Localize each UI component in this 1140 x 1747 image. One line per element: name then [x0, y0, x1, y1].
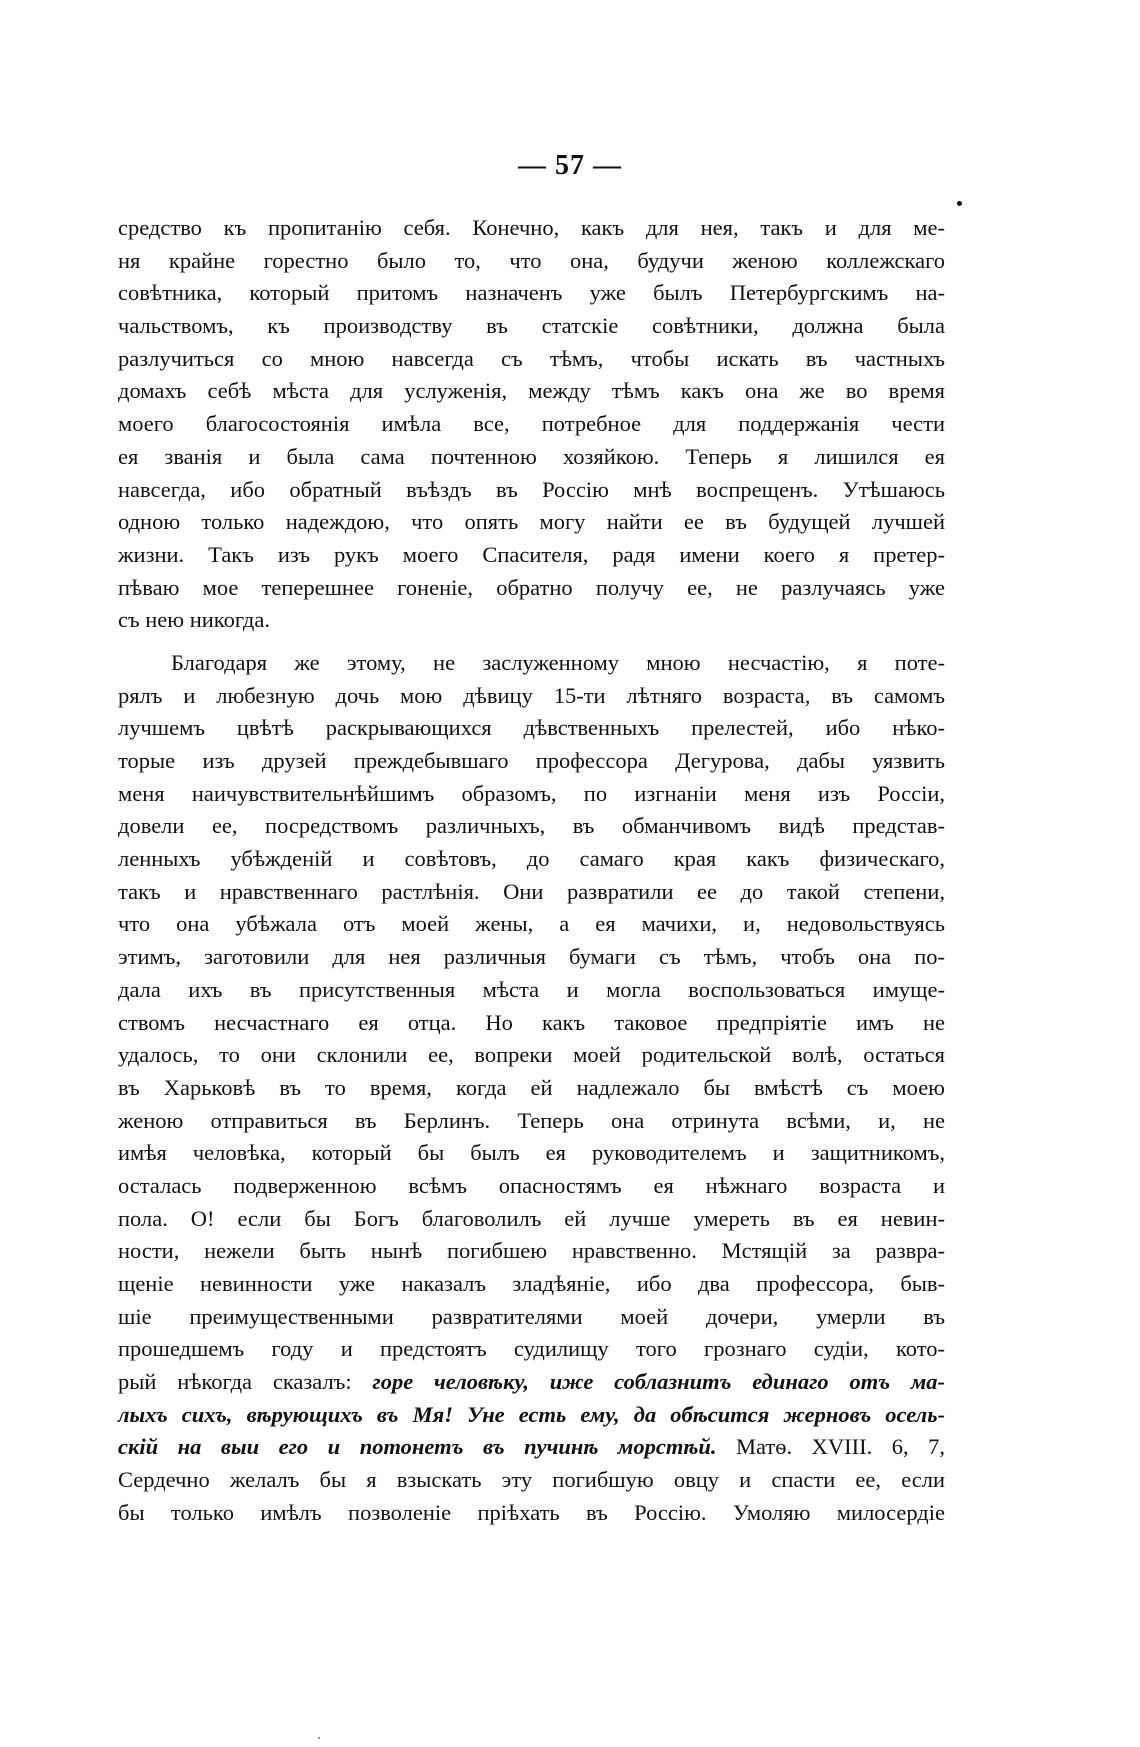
body-text — [118, 212, 945, 1530]
text-line: пѣваю мое теперешнее гоненіе, обратно получу ее, не разлучаясь уже — [118, 574, 945, 600]
text-line: разлучиться со мною навсегда съ тѣмъ, чтобы искать въ частныхъ — [118, 345, 945, 371]
text-line: совѣтника, который притомъ назначенъ уже былъ Петербургскимъ на- — [118, 280, 945, 306]
text-line: домахъ себѣ мѣста для услуженія, между тѣмъ какъ она же во время — [118, 378, 945, 404]
text-line: пола. О! если бы Богъ благоволилъ ей лучше умереть въ ея невин- — [118, 1205, 945, 1231]
text-line: моего благосостоянія имѣла все, потребное для поддержанія чести — [118, 411, 945, 437]
text-line: съ нею никогда. — [118, 607, 270, 633]
text-line: жизни. Такъ изъ рукъ моего Спасителя, радя имени коего я претер- — [118, 541, 945, 567]
text-line — [118, 1431, 945, 1464]
scripture-quote: скій на выи его и потонетъ въ пучинѣ морстѣй. — [118, 1434, 717, 1460]
scripture-quote: горе человѣку, иже соблазнитъ единаго отъ ма- — [372, 1369, 945, 1395]
paragraph — [118, 647, 945, 1530]
text-line: имѣя человѣка, который бы былъ ея руководителемъ и защитникомъ, — [118, 1140, 945, 1166]
scripture-reference: Матѳ. XVIII. 6, 7, — [716, 1434, 945, 1460]
text-line: осталась подверженною всѣмъ опасностямъ ея нѣжнаго возраста и — [118, 1172, 945, 1198]
text-line: Благодаря же этому, не заслуженному мною несчастію, я поте- — [171, 649, 945, 675]
text-line: ленныхъ убѣжденій и совѣтовъ, до самаго края какъ физическаго, — [118, 846, 945, 872]
text-line: ея званія и была сама почтенною хозяйкою. Теперь я лишился ея — [118, 443, 945, 469]
text-line: довели ее, посредствомъ различныхъ, въ обманчивомъ видѣ представ- — [118, 813, 945, 839]
text-line: въ Харьковѣ въ то время, когда ей надлежало бы вмѣстѣ съ моею — [118, 1074, 945, 1100]
text-line: навсегда, ибо обратный въѣздъ въ Россію мнѣ воспрещенъ. Утѣшаюсь — [118, 476, 945, 502]
text-line: меня наичувствительнѣйшимъ образомъ, по изгнаніи меня изъ Россіи, — [118, 780, 945, 806]
ink-speck — [957, 201, 962, 206]
text-line: шіе преимущественными развратителями моей дочери, умерли въ — [118, 1303, 945, 1329]
text-line: чальствомъ, къ производству въ статскіе совѣтники, должна была — [118, 313, 945, 339]
text-line: прошедшемъ году и предстоятъ судилищу того грознаго судіи, кото- — [118, 1336, 945, 1362]
text-line: ня крайне горестно было то, что она, будучи женою коллежскаго — [118, 247, 945, 273]
text-line — [118, 1366, 945, 1399]
text-line: ствомъ несчастнаго ея отца. Но какъ таковое предпріятіе имъ не — [118, 1009, 945, 1035]
text-line: что она убѣжала отъ моей жены, а ея мачихи, и, недовольствуясь — [118, 911, 945, 937]
page-number: — 57 — — [518, 150, 622, 181]
text-line: средство къ пропитанію себя. Конечно, какъ для нея, такъ и для ме- — [118, 215, 945, 240]
text-line: такъ и нравственнаго растлѣнія. Они развратили ее до такой степени, — [118, 878, 945, 904]
scripture-quote: лыхъ сихъ, вѣрующихъ въ Мя! Уне есть ему, да обѣсится жерновъ осель- — [118, 1401, 945, 1427]
text-line: женою отправиться въ Берлинъ. Теперь она отринута всѣми, и, не — [118, 1107, 945, 1133]
text-line: щеніе невинности уже наказалъ зладѣяніе, ибо два профессора, быв- — [118, 1271, 945, 1296]
text-line: дала ихъ въ присутственныя мѣста и могла воспользоваться имуще- — [118, 976, 945, 1002]
text-line: бы только имѣлъ позволеніе пріѣхать въ Россію. Умоляю милосердіе — [118, 1499, 945, 1525]
text-line: ности, нежели быть нынѣ погибшею нравственно. Мстящій за развра- — [118, 1238, 945, 1264]
text-line: одною только надеждою, что опять могу найти ее въ будущей лучшей — [118, 509, 945, 535]
text-line: рялъ и любезную дочь мою дѣвицу 15-ти лѣтняго возраста, въ самомъ — [118, 682, 945, 708]
text-line — [118, 1399, 945, 1432]
text-line: Сердечно желалъ бы я взыскать эту погибшую овцу и спасти ее, если — [118, 1467, 945, 1493]
text-line: лучшемъ цвѣтѣ раскрывающихся дѣвственныхъ прелестей, ибо нѣко- — [118, 715, 945, 741]
scan-speck — [318, 1737, 320, 1739]
paragraph — [118, 212, 945, 637]
text-span: рый нѣкогда сказалъ: — [118, 1369, 373, 1395]
text-line: удалось, то они склонили ее, вопреки моей родительской волѣ, остаться — [118, 1042, 945, 1068]
text-line: торые изъ друзей преждебывшаго профессора Дегурова, дабы уязвить — [118, 748, 945, 773]
text-line: этимъ, заготовили для нея различныя бумаги съ тѣмъ, чтобъ она по- — [118, 944, 945, 970]
